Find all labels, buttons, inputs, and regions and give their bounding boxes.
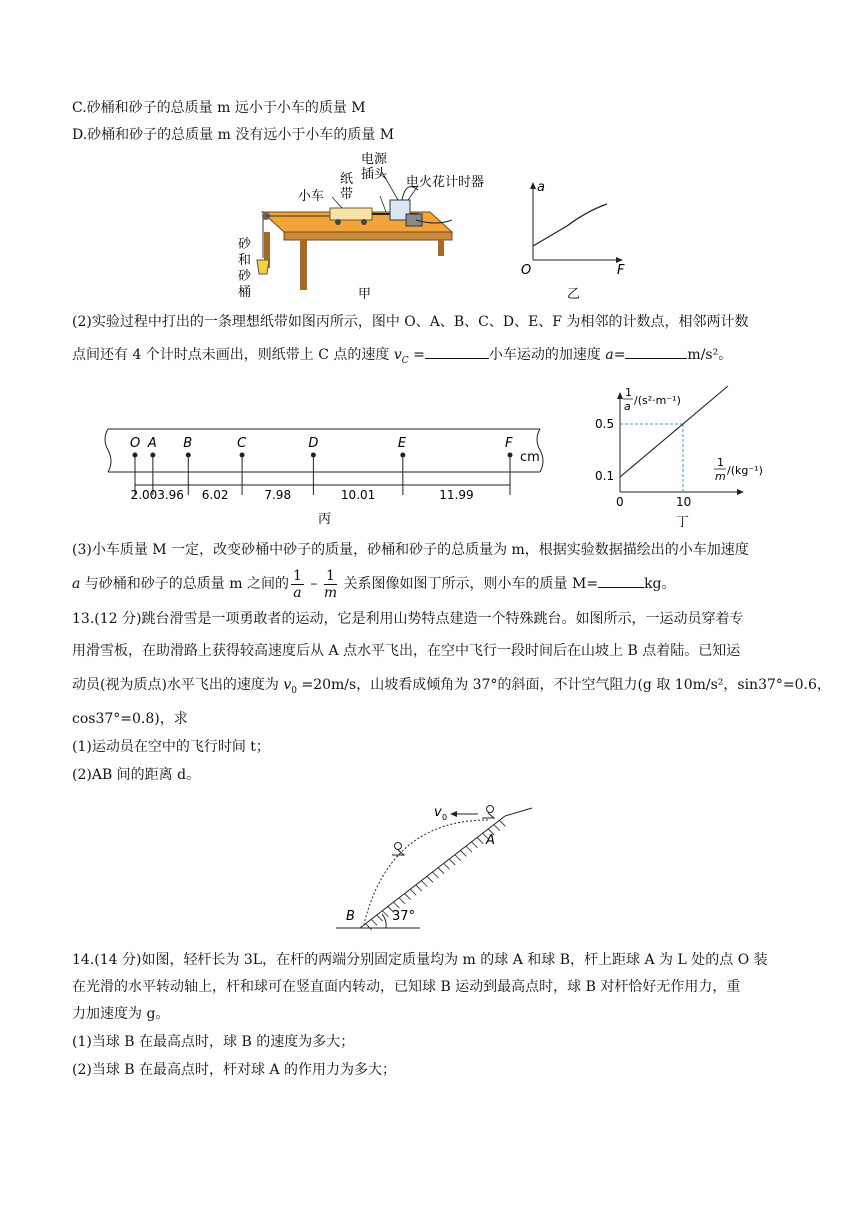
tape-points [130,436,513,495]
x-frac-num: 1 [717,456,724,469]
label-paper-2: 带 [340,187,354,202]
hatch-mark [421,881,427,887]
sand-bucket [257,260,269,274]
hatch-mark [399,898,405,904]
vc-subscript: C [401,355,409,366]
caption-ding: 丁 [676,515,690,530]
tape-segment-length: 6.02 [201,488,229,502]
q3-text-a: 与砂桶和砂子的总质量 m 之间的 [80,576,289,592]
skier-mid [395,843,402,850]
label-sand-4: 桶 [238,285,252,300]
skier-a [487,806,494,813]
option-c: C.砂桶和砂子的总质量 m 远小于小车的质量 M [72,100,366,116]
q13-line2: 用滑雪板，在助滑路上获得较高速度后从 A 点水平飞出，在空中飞行一段时间后在山坡上 B 点着陆。已知运 [72,643,741,659]
tape-unit: cm [520,450,540,465]
q3-text-b: 关系图像如图丁所示，则小车的质量 M= [339,576,599,592]
figure-jia-apparatus [230,150,485,302]
q3-dash: – [305,576,322,592]
caption-jia: 甲 [358,287,372,302]
a-symbol: a [72,576,81,592]
hatch-mark [416,885,422,891]
tape-point-label-D: D [308,436,319,451]
x-axis-label: F [617,263,625,278]
tape-point-label-F: F [505,436,513,451]
figure-bing-tape [100,425,550,527]
caption-bing: 丙 [318,512,332,527]
cart-wheel [361,219,367,225]
hatch-mark [405,894,411,900]
q2-text-d: = [613,347,626,363]
q3-text-c: kg。 [644,576,676,592]
y-frac-num: 1 [625,386,632,399]
q3-line1: (3)小车质量 M 一定，改变砂桶中砂子的质量，砂桶和砂子的总质量为 m，根据实验数据描绘出的小车加速度 [72,542,749,558]
spark-timer-base [406,214,422,226]
tape-point-label-O: O [130,436,141,451]
q2-text-a: 点间还有 4 个计时点未画出，则纸带上 C 点的速度 [72,347,394,363]
y-tick-0-1: 0.1 [595,469,615,483]
velocity-arrowhead [450,811,457,817]
cart [330,208,372,220]
skier-a-body [482,813,494,818]
hatch-mark [494,825,500,831]
x-frac-den: m [715,470,726,483]
label-sand-1: 砂 [238,237,252,252]
option-d: D.砂桶和砂子的总质量 m 没有远小于小车的质量 M [72,127,395,143]
answer-blank-mass[interactable] [598,573,644,588]
q2-line2 [72,344,732,370]
q13-sub1: (1)运动员在空中的飞行时间 t； [72,739,270,755]
ramp-top [505,808,532,816]
hatch-mark [472,842,478,848]
hatch-mark [371,919,377,925]
v0-label: v [434,805,442,820]
q2-line1: (2)实验过程中打出的一条理想纸带如图丙所示，图中 O、A、B、C、D、E、F 为相邻的计数点，相邻两计数 [72,314,749,330]
q13-sub2: (2)AB 间的距离 d。 [72,767,201,783]
y-tick-0-5: 0.5 [595,417,615,431]
tape-segment-length: 10.01 [340,488,376,502]
hatch-mark [366,924,372,930]
slope-hatch [366,820,506,929]
tape-segment-length: 2.00 [130,488,158,502]
label-paper-1: 纸 [340,172,354,187]
hatch-mark [433,872,439,878]
q13-line4: cos37°=0.8)，求 [72,711,188,727]
hatch-mark [460,850,466,856]
answer-blank-a[interactable] [625,344,687,359]
q2-text-c: 小车运动的加速度 [488,347,606,363]
q2-text-e: m/s²。 [687,347,733,363]
hatch-mark [444,863,450,869]
cart-wheel [335,219,341,225]
table-leg [438,240,444,256]
y-axis-arrow [617,392,623,399]
q13-line3: 动员(视为质点)水平飞出的速度为 $v_0 =20m/s$，山坡看成倾角为 37°的斜面，不计空气阻力(g 取 10m/s²，sin37°=0.6， [72,677,831,696]
table-front [284,232,452,240]
hatch-mark [466,846,472,852]
q3-line2 [72,566,676,602]
q14-line1: 14.(14 分)如图，轻杆长为 3L，在杆的两端分别固定质量均为 m 的球 A 和球 B，杆上距球 A 为 L 处的点 O 装 [72,952,768,968]
hatch-mark [377,915,383,921]
tape-point-label-C: C [237,436,247,451]
tape-segment-length: 11.99 [439,488,474,502]
figure-ding-graph [590,384,775,532]
label-power: 电源 [361,152,388,167]
tape-segment-length: 7.98 [264,488,292,502]
hatch-mark [393,902,399,908]
v0-subscript: 0 [291,685,298,696]
figure-ski-jump [330,800,540,935]
trajectory-dotted [364,820,488,924]
v0-symbol: v [283,677,292,693]
x-tick-0: 0 [616,495,624,509]
hatch-mark [449,859,455,865]
v0-label-sub: 0 [442,813,448,822]
x-axis-unit: /(kg⁻¹) [727,464,763,477]
fraction-one-over-m: $\frac{1}{m}$ [323,567,338,601]
a-symbol: a [605,347,614,363]
angle-label: 37° [392,909,416,924]
q13-line1: 13.(12 分)跳台滑雪是一项勇敢者的运动，它是利用山势特点建造一个特殊跳台。如图所示，一运动员穿着专 [72,611,744,627]
y-frac-den: a [624,400,631,413]
x-axis-arrow [737,489,744,495]
tape-point-label-B: B [183,436,193,451]
fraction-one-over-a: $\frac{1}{a}$ [293,567,302,601]
hatch-mark [427,876,433,882]
hatch-mark [410,889,416,895]
tape-point-label-A: A [147,436,157,451]
y-axis-arrow [530,182,536,189]
hatch-mark [477,838,483,844]
q14-sub1: (1)当球 B 在最高点时，球 B 的速度为多大； [72,1034,355,1050]
table-leg [300,240,307,290]
a-f-curve [533,204,607,246]
answer-blank-vc[interactable] [425,344,489,359]
q2-text-b: = [408,347,425,363]
origin-label: O [521,263,532,278]
label-car: 小车 [298,189,325,204]
q14-sub2: (2)当球 B 在最高点时，杆对球 A 的作用力为多大； [72,1062,397,1078]
tape-torn-left [105,429,111,472]
tape-point-label-E: E [397,436,407,451]
label-sand-3: 砂 [238,269,252,284]
label-sand-2: 和 [238,253,252,268]
point-a-label: A [486,833,495,848]
y-axis-label: a [537,180,545,195]
tape-segment-length: 3.96 [157,488,184,502]
hatch-mark [455,855,461,861]
y-axis-unit: /(s²·m⁻¹) [634,394,681,407]
x-tick-10: 10 [676,495,692,509]
vc-symbol: v [393,347,402,363]
label-plug: 插头 [361,167,388,182]
caption-yi: 乙 [567,287,581,302]
hatch-mark [499,820,505,826]
q14-line2: 在光滑的水平转动轴上，杆和球可在竖直面内转动，已知球 B 运动到最高点时，球 B 对杆恰好无作用力，重 [72,979,741,995]
leader-line [380,196,386,212]
tape-segments [131,488,474,502]
figure-yi-graph [515,178,635,303]
point-b-label: B [346,909,355,924]
label-timer: 电火花计时器 [406,175,485,190]
q14-line3: 力加速度为 g。 [72,1006,170,1022]
hatch-mark [438,868,444,874]
